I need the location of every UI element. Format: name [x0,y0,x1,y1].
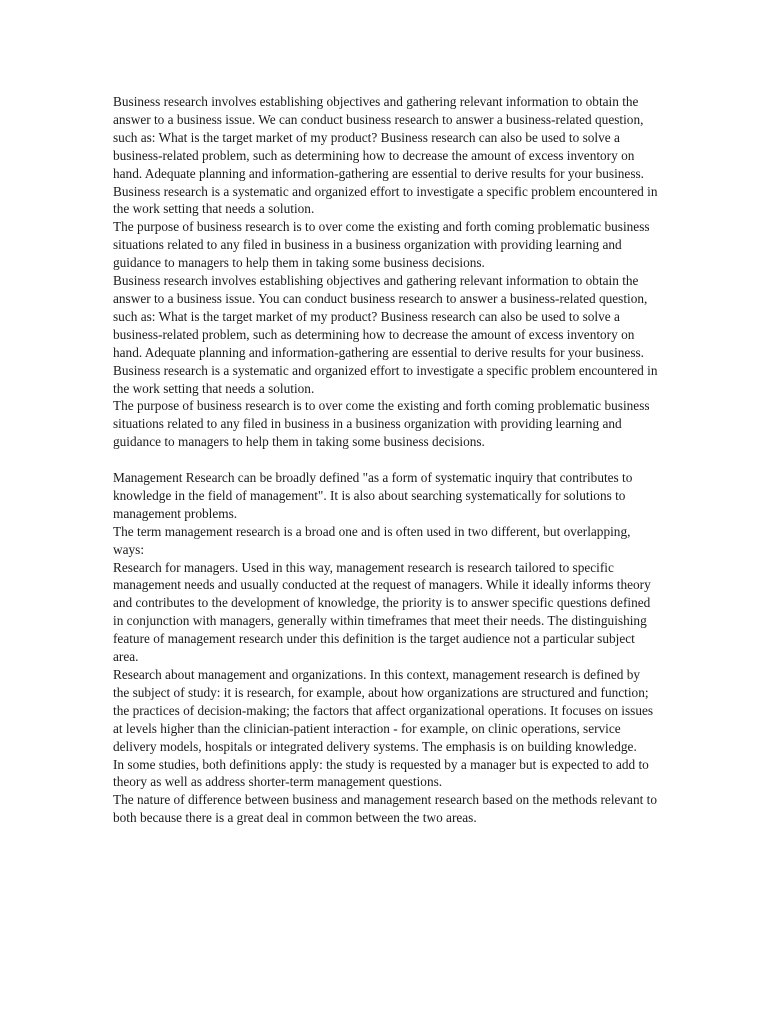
paragraph-business-research-systematic: Business research is a systematic and organized effort to investigate a specific problem encountered in the work setting that needs a solution. [113,183,658,217]
paragraph-management-research-term: The term management research is a broad one and is often used in two different, but overlapping, ways: [113,523,631,557]
paragraph-gap [113,451,658,469]
paragraph-nature-of-difference: The nature of difference between business and management research based on the methods relevant to both because there is a great deal in common between the two areas. [113,792,657,826]
paragraph-management-research-definition: Management Research can be broadly defined "as a form of systematic inquiry that contributes to knowledge in the field of management". It is also about searching systematically for solutions to management problems. [113,470,633,521]
paragraph-business-research-systematic-repeat: Business research is a systematic and organized effort to investigate a specific problem encountered in the work setting that needs a solution. [113,362,658,396]
paragraph-business-research-purpose: The purpose of business research is to over come the existing and forth coming problematic business situations related to any filed in business in a business organization with providing learning and guidance to managers to help them in taking some business decisions. [113,219,650,271]
paragraph-research-about-management: Research about management and organizations. In this context, management research is defined by the subject of study: it is research, for example, about how organizations are structured and function; the practices of decision-making; the factors that affect organizational operations. It focuses on issues at levels higher than the clinician-patient interaction - for example, on clinic operations, service delivery models, hospitals or integrated delivery systems. The emphasis is on building knowledge. [113,666,654,754]
paragraph-both-definitions: In some studies, both definitions apply: the study is requested by a manager but is expected to add to theory as well as address shorter-term management questions. [113,756,649,790]
paragraph-research-for-managers: Research for managers. Used in this way, management research is research tailored to specific management needs and usually conducted at the request of managers. While it ideally informs theory and contributes to the development of knowledge, the priority is to answer specific questions defined in conjunction with managers, generally within timeframes that meet their needs. The distinguishing feature of management research under this definition is the target audience not a particular subject area. [113,559,651,665]
paragraph-business-research-purpose-repeat: The purpose of business research is to over come the existing and forth coming problematic business situations related to any filed in business in a business organization with providing learning and guidance to managers to help them in taking some business decisions. [113,398,650,450]
paragraph-business-research-definition-repeat: Business research involves establishing objectives and gathering relevant information to obtain the answer to a business issue. You can conduct business research to answer a business-related question, such as: What is the target market of my product? Business research can also be used to solve a business-related problem, such as determining how to decrease the amount of excess inventory on hand. Adequate planning and information-gathering are essential to derive results for your business. [113,273,648,360]
paragraph-business-research-definition: Business research involves establishing objectives and gathering relevant information to obtain the answer to a business issue. We can conduct business research to answer a business-related question, such as: What is the target market of my product? Business research can also be used to solve a business-related problem, such as determining how to decrease the amount of excess inventory on hand. Adequate planning and information-gathering are essential to derive results for your business. [113,94,644,181]
document-page [113,93,658,827]
